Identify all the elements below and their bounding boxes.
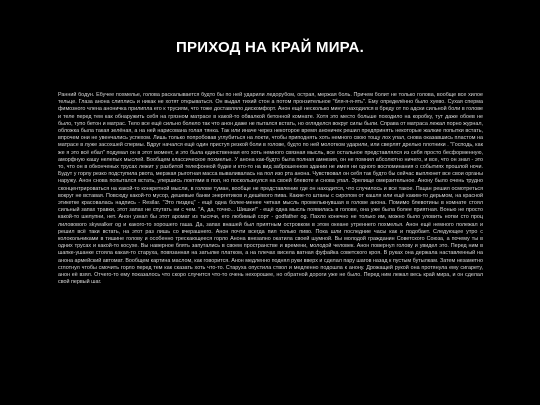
page-title: ПРИХОД НА КРАЙ МИРА. <box>176 39 364 56</box>
story-text: Ранний бодун. Ебучее похмелье, голова раскалывается будто бы по ней ударили ледорубом, острая, мержая боль. Причем болит не только голова, вообще все хилое тельце. Глаза анона слиплись и никак не хотят открываться. Он выдал тихий стон а потом пронзительное "бля-я-я-ять". Ему определённо было хуево. Сухая сперма фимозного члена аноничка прилипла его к трусиям, что тоже доставляло дискомфорт. Анон ещё несколько минут находился в бреду от по адски сильной боли в голове и теле перед тем как обнаружить себя на грязном матрасе в какой-то обвалкой бетонной комнате. Хотя это место больше походило на коробку, тут даже обоев не было, тупо бетон и матрас. Тело все ещё сильно болело так что анон даже не пытался встать, но огляделся вокруг силы были. Справа от матраса лежал порно журнал, обложка была такая зелёная, а на ней нарисована голая тянка. Так или иначе через некоторое время аноничек решил предпринять некоторые жалкие попытки встать, впрочем они не увенчались успехом. Лишь только попробовав углубиться на локти, чтобы приподнять хоть немного свою тощу лох упал, снова оказавшись плаcтом на матрасе в луже засохшей спермы. Вдруг начался ещё один приступ резкой боли в голове, будто по ней молотком ударили, или сверлят дрелью плотники . "Господь, как же я это всё ебал" подумал он в этот момент, и это была единственная его хоть немного связная мысль, все остальное представлялся из себя просто бесформенную, аморфную кашу нелепых мыслей. Вообщем классическое похмелье. У анона как-будто была полная амнезия, он не помнил абсолютно ничего, и все, что он знал - это то, что он в обконченых трусах лежит у разбитой телефонной будке и кто-то на вид заброшенном здании не имея ни одного воспоминания о событиях прошлой ночи. Будут у горлу резко подступила рвота, мерзкая рыготная масса вываливалась на пол изо рта анона. Чувствовал он себя так будто бы сейчас выплюнет все свои органы наружу. Анон снова попытался встать, упершись локтями в пол, но поскользнулся на своей блевоте и снова упал. Зрелище омерзительное. Анону было очень трудно сконцентрироваться на какой-то конкретной мысли, в голове туман, вообще не представление где он находится, что случилось и все такое. Пацан решил осмотреться вокруг не вставая. Повсюду какой-то мусор, дешевые банки энергетиков и дешёвого пива. Какие-то штаны с сиропом от кашля или ещё каким-то дерьмом, на красной этикетке красовалась надпись - Resilar. "Это пиздец" - ещё одна более-менее четкая мысль промелькнувшая в голове анона. Помимо блевотины в комнате стоял сильный запах травки, этот запах не спутать ни с чем. "А, да, точно... Шишки!" - ещё одна мысль появилась в голове, она уже была более приятная. Вонью не просто какой-то шелупни, нет. Анон узнал бы этот аромат из тысячи, его любимый сорт - godfather og. Пахло конечно не только им, можно было уловить нотки сто проц лиловового skywalker og и какого-то хорошего гаша. Да, запах внашей был приятным островком в этом океане утреннего похмелья. Анон ещё немного полежал и решил всё таки встать, на этот раз лишь со вчерашнего. Анон почти всегда пил только пиво. Пока шли последние часы как и подобает. Следующее утро с колокольчиками в тишине голову и особенно трескающееся горло Анона внезапно окатила своей шумной. Вы молодой гражданин Советского Союза, а почему ты в одних трусах и какой-то косухе. Вы наверное блять запутались в своем пространстве и времени, молодой человек. Анон повернул голову и увидел это. Перед ним в шапке-ушанке стояла какая-то старуха, повязанная на затылке платком, а на плечах висела ватная фуфайка советского кроя. В руках она держала наставленный на анона армейский автомат. Вообщем картина маслом, как говорится. Анон медленно поднял руки вверх и сделал пару шагов назад к пустым бутылкам. Затем незаметно сглотнул чтобы смочить горло перед тем как сказать хоть что-то. Старуха опустила ствол и медленно подошла к анону. Дрожащей рукой она протянула ему сигарету, анон её взял. Отчего-то ему показалось что скоро случится что-то очень нехорошее, но обратной дороги уже не было. Перед ним лежал весь край мира, и он сделал свой первый шаг. <box>58 92 483 286</box>
